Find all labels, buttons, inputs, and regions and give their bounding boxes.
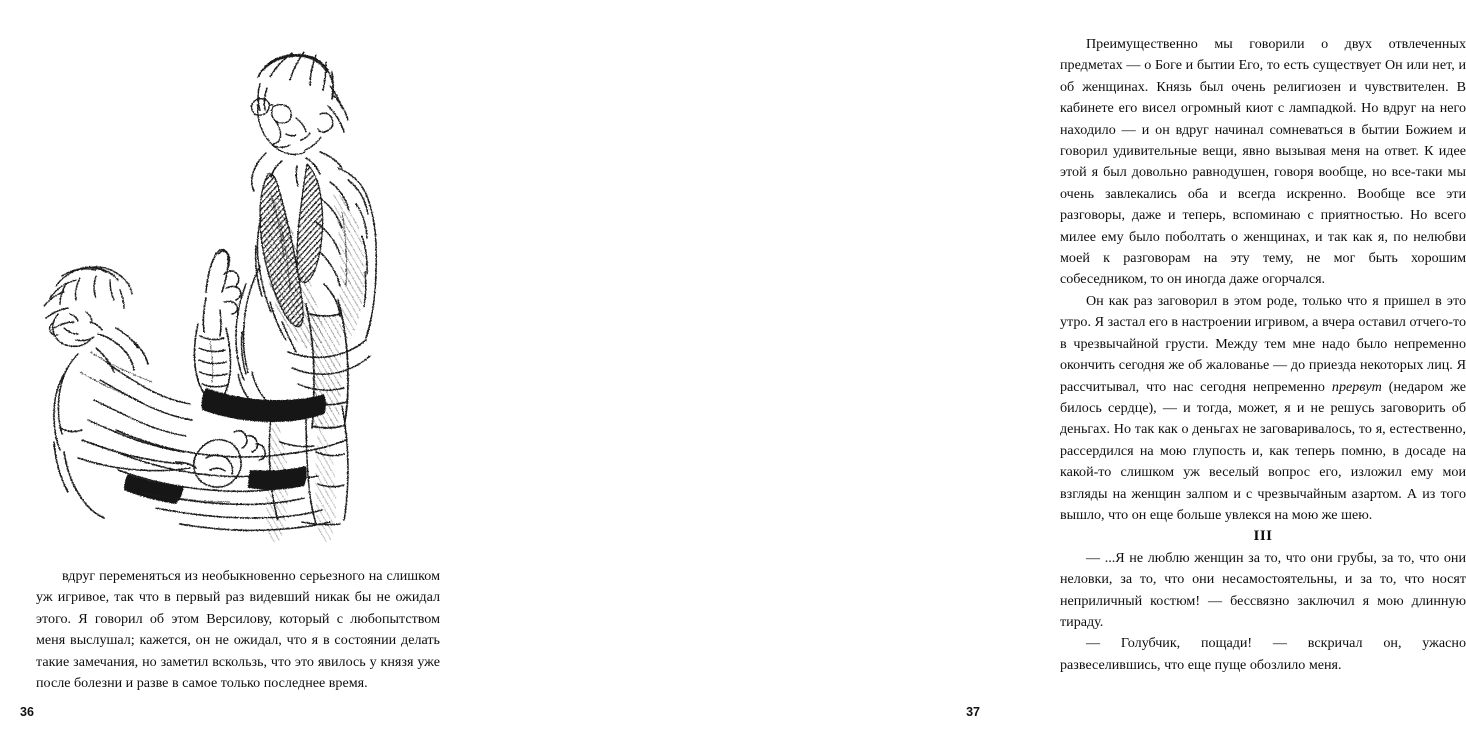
paragraph-continuation: вдруг переменяться из необыкновенно серьезного на слишком уж игривое, так что в первый раз видевший никак бы не ожидал этого. Я говорил об этом Версилову, который с любопытством меня выслушал; кажется, он не ожидал, что я в состоянии делать такие замечания, но заметил вскользь, что это явилось у князя уже после болезни и разве в самое только последнее время. (36, 568, 440, 692)
right-page (500, 0, 1466, 755)
paragraph-1: Преимущественно мы говорили о двух отвлеченных предметах — о Боге и бытии Его, то есть существует Он или нет, и об женщинах. Князь был очень религиозен и чувствителен. В кабинете его висел огромный киот с лампадкой. Но вдруг на него находило — и он вдруг начинал сомневаться в бытии Божием и говорил удивительные вещи, явно вызывая меня на ответ. К идее этой я был довольно равнодушен, говоря вообще, но все-таки мы очень завлекались оба и всегда искренно. Вообще все эти разговоры, даже и теперь, вспоминаю с приятностью. Но всего милее ему было поболтать о женщинах, и так как я, по нелюбви моей к разговорам на эту тему, не мог быть хорошим собеседником, то он иногда даже огорчался. (1060, 36, 1466, 288)
paragraph-2 (1060, 291, 1466, 526)
paragraph-2-before-italic: Он как раз заговорил в этом роде, только что я пришел в это утро. Я застал его в настроении игривом, а вчера оставил отчего-то в чрезвычайной грусти. Между тем мне надо было непременно окончить сегодня же об жалованье — до приезда некоторых лиц. Я рассчитывал, что нас сегодня непременно (1060, 292, 1466, 395)
page-number-left: 36 (20, 705, 34, 719)
paragraph-2-after-italic: (недаром же билось сердце), — и тогда, может, я и не решусь заговорить об деньгах. Но так как о деньгах не заговаривалось, то я, естественно, рассердился на мою глупость и, как теперь помню, в досаде на какой-то слишком уж веселый вопрос его, изложил ему мои взгляды на женщин залпом и с чрезвычайным азартом. А из того вышло, что он еще больше увлекся на мою же шею. (1060, 378, 1466, 523)
dialogue-line-2: — Голубчик, пощади! — вскричал он, ужасно развеселившись, что еще пуще обозлило меня. (1060, 635, 1466, 673)
dialogue-line-1: — ...Я не люблю женщин за то, что они грубы, за то, что они неловки, за то, что они несамостоятельны, и за то, что носят неприличный костюм! — бессвязно заключил я мою длинную тираду. (1060, 549, 1466, 630)
illustration (20, 22, 480, 542)
left-page (0, 0, 500, 755)
emphasized-word: прервут (1331, 378, 1382, 395)
pen-and-ink-sketch-svg (20, 22, 480, 542)
page-number-right: 37 (966, 705, 980, 719)
section-heading: III (1253, 528, 1273, 545)
right-page-text (1060, 34, 1466, 676)
left-page-text (36, 566, 440, 694)
